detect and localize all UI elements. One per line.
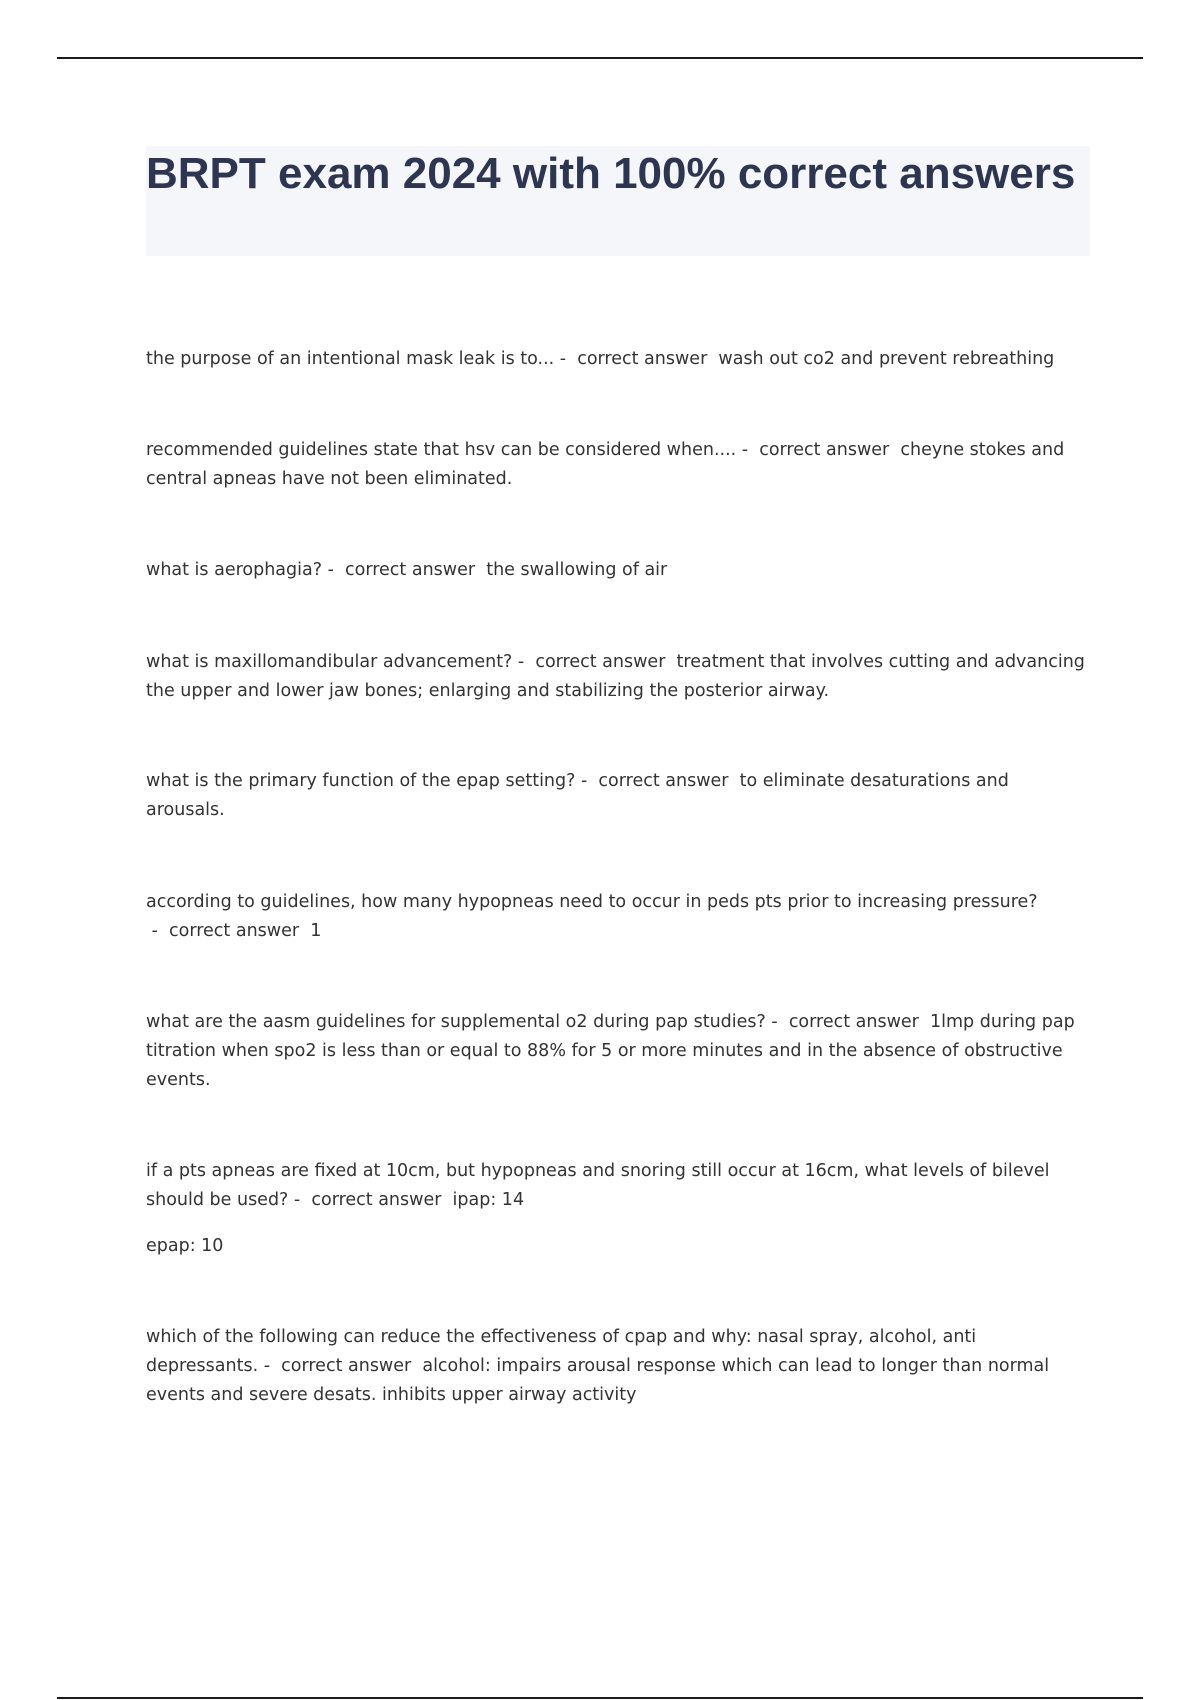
document-title: BRPT exam 2024 with 100% correct answers (146, 149, 1076, 198)
answer-separator: - correct answer (765, 1012, 930, 1032)
question-3: what is aerophagia? (146, 560, 323, 580)
question-9: which of the following can reduce the effectiveness of cpap and why: nasal spray, alcohol, anti depressants. (146, 1327, 977, 1376)
answer-1: wash out co2 and prevent rebreathing (718, 349, 1055, 369)
qa-item-3 (146, 556, 1090, 585)
qa-item-8 (146, 1157, 1090, 1215)
question-1: the purpose of an intentional mask leak is to... (146, 349, 555, 369)
answer-6: 1 (310, 921, 322, 941)
answer-separator: - correct answer (288, 1190, 453, 1210)
answer-9: alcohol: impairs arousal response which can lead to longer than normal events and severe desats. inhibits upper airway activity (146, 1356, 1050, 1405)
question-8: if a pts apneas are fixed at 10cm, but hypopneas and snoring still occur at 16cm, what levels of bilevel should be used? (146, 1161, 1050, 1210)
answer-8: ipap: 14 (452, 1190, 525, 1210)
answer-separator: - correct answer (554, 349, 719, 369)
question-7: what are the aasm guidelines for supplemental o2 during pap studies? (146, 1012, 766, 1032)
qa-item-2 (146, 436, 1090, 494)
top-rule (57, 57, 1143, 59)
qa-item-4 (146, 648, 1090, 706)
answer-separator: - correct answer (512, 652, 677, 672)
bottom-rule (57, 1697, 1143, 1699)
qa-item-6 (146, 888, 1090, 946)
answer-4: treatment that involves cutting and advancing the upper and lower jaw bones; enlarging and stabilizing the posterior airway. (146, 652, 1085, 701)
answer-5: to eliminate desaturations and arousals. (146, 771, 1009, 820)
qa-item-9 (146, 1323, 1090, 1410)
answer-2: cheyne stokes and central apneas have not been eliminated. (146, 440, 1065, 489)
qa-item-5 (146, 767, 1090, 825)
answer-separator: - correct answer (258, 1356, 423, 1376)
qa-item-1 (146, 345, 1090, 374)
qa-item-7 (146, 1008, 1090, 1095)
answer-separator: - correct answer (575, 771, 740, 791)
question-2: recommended guidelines state that hsv can be considered when.... (146, 440, 737, 460)
title-banner (146, 146, 1090, 256)
answer-separator: - correct answer (322, 560, 487, 580)
question-4: what is maxillomandibular advancement? (146, 652, 513, 672)
answer-3: the swallowing of air (486, 560, 668, 580)
answer-separator: - correct answer (146, 921, 311, 941)
answer-separator: - correct answer (736, 440, 901, 460)
answer-8-extra: epap: 10 (146, 1236, 224, 1256)
question-5: what is the primary function of the epap setting? (146, 771, 576, 791)
answer-7: 1lmp during pap titration when spo2 is less than or equal to 88% for 5 or more minutes and in the absence of obstructive events. (146, 1012, 1075, 1090)
question-6: according to guidelines, how many hypopneas need to occur in peds pts prior to increasing pressure? (146, 892, 1038, 912)
